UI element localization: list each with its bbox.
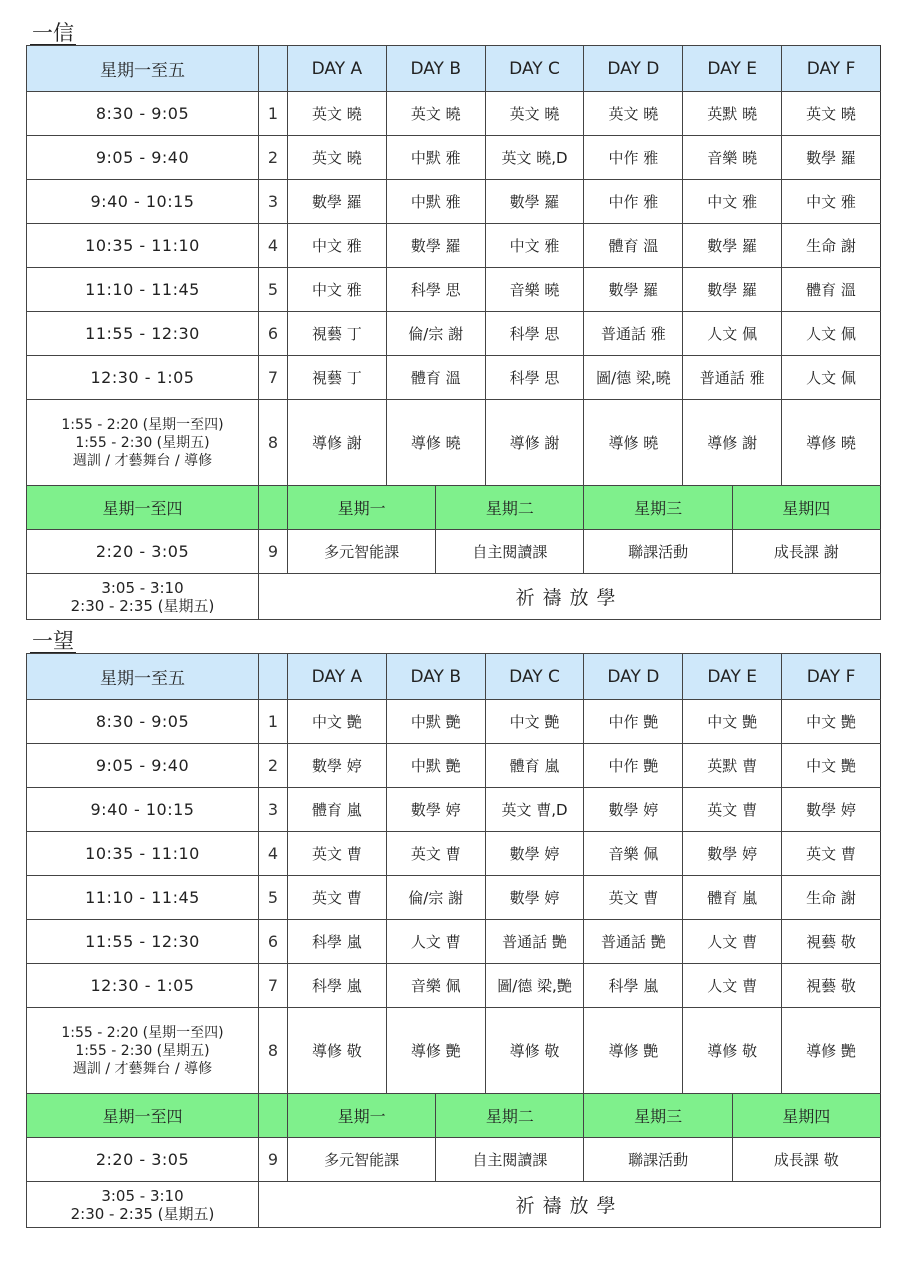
time-line: 2:30 - 2:35 (星期五) [70, 1204, 215, 1223]
period-time: 9:05 - 9:40 [27, 136, 259, 180]
period-number: 7 [259, 964, 288, 1008]
lesson-cell: 導修 謝 [485, 400, 584, 486]
period-number: 5 [259, 876, 288, 920]
lesson-cell: 普通話 艷 [584, 920, 683, 964]
timetable [26, 45, 881, 620]
lesson-cell: 中作 艷 [584, 744, 683, 788]
weekday-header: 星期三 [584, 1094, 732, 1138]
period-row [27, 400, 881, 486]
lesson-cell: 數學 婷 [386, 788, 485, 832]
lesson-cell: 中文 雅 [782, 180, 881, 224]
lesson-cell: 中默 艷 [386, 744, 485, 788]
num-header [259, 654, 288, 700]
lesson-cell: 導修 曉 [386, 400, 485, 486]
lesson-cell: 倫/宗 謝 [386, 312, 485, 356]
activity-cell: 自主閱讀課 [436, 1138, 584, 1182]
weekday-header-row [27, 486, 881, 530]
lesson-cell: 英默 曹 [683, 744, 782, 788]
lesson-cell: 數學 婷 [683, 832, 782, 876]
time-line: 3:05 - 3:10 [101, 1186, 184, 1205]
time-line: 1:55 - 2:30 (星期五) [75, 1042, 210, 1059]
time-header: 星期一至四 [27, 1094, 259, 1138]
dismissal-row [27, 574, 881, 620]
lesson-cell: 數學 羅 [782, 136, 881, 180]
lesson-cell: 英默 曉 [683, 92, 782, 136]
lesson-cell: 英文 曉 [386, 92, 485, 136]
activity-cell: 成長課 敬 [732, 1138, 880, 1182]
period-row [27, 920, 881, 964]
lesson-cell: 數學 羅 [485, 180, 584, 224]
activity-cell: 成長課 謝 [732, 530, 880, 574]
dismissal-label: 祈禱放學 [259, 1182, 881, 1228]
lesson-cell: 中作 雅 [584, 180, 683, 224]
lesson-cell: 數學 婷 [584, 788, 683, 832]
lesson-cell: 導修 謝 [683, 400, 782, 486]
period-time: 9:40 - 10:15 [27, 180, 259, 224]
lesson-cell: 人文 曹 [683, 964, 782, 1008]
time-line: 1:55 - 2:30 (星期五) [75, 434, 210, 451]
lesson-cell: 人文 佩 [683, 312, 782, 356]
lesson-cell: 數學 羅 [683, 268, 782, 312]
period-time: 11:10 - 11:45 [27, 876, 259, 920]
lesson-cell: 人文 曹 [683, 920, 782, 964]
lesson-cell: 中文 雅 [288, 268, 387, 312]
period-time: 2:20 - 3:05 [27, 1138, 259, 1182]
lesson-cell: 音樂 曉 [683, 136, 782, 180]
lesson-cell: 中文 艷 [485, 700, 584, 744]
lesson-cell: 導修 曉 [584, 400, 683, 486]
lesson-cell: 中文 艷 [683, 700, 782, 744]
period-row [27, 224, 881, 268]
weekday-header: 星期一 [288, 1094, 436, 1138]
lesson-cell: 圖/德 梁,曉 [584, 356, 683, 400]
lesson-cell: 數學 羅 [386, 224, 485, 268]
period-time: 9:40 - 10:15 [27, 788, 259, 832]
lesson-cell: 人文 佩 [782, 356, 881, 400]
dismissal-time [27, 1182, 259, 1228]
lesson-cell: 英文 曉 [288, 136, 387, 180]
day-header: DAY D [584, 654, 683, 700]
period-time: 12:30 - 1:05 [27, 964, 259, 1008]
lesson-cell: 生命 謝 [782, 224, 881, 268]
lesson-cell: 導修 艷 [584, 1008, 683, 1094]
period-row [27, 832, 881, 876]
lesson-cell: 英文 曹,D [485, 788, 584, 832]
period-time: 11:55 - 12:30 [27, 312, 259, 356]
lesson-cell: 視藝 敬 [782, 964, 881, 1008]
period-number: 9 [259, 530, 288, 574]
period-row [27, 180, 881, 224]
lesson-cell: 英文 曹 [782, 832, 881, 876]
period-number: 2 [259, 744, 288, 788]
class-title: 一望 [32, 629, 74, 653]
lesson-cell: 中作 艷 [584, 700, 683, 744]
lesson-cell: 數學 羅 [584, 268, 683, 312]
lesson-cell: 生命 謝 [782, 876, 881, 920]
lesson-cell: 導修 艷 [782, 1008, 881, 1094]
weekday-header: 星期四 [732, 486, 880, 530]
period-row [27, 964, 881, 1008]
day-header: DAY F [782, 654, 881, 700]
lesson-cell: 體育 溫 [386, 356, 485, 400]
lesson-cell: 中作 雅 [584, 136, 683, 180]
lesson-cell: 中默 雅 [386, 136, 485, 180]
lesson-cell: 視藝 丁 [288, 356, 387, 400]
num-header [259, 46, 288, 92]
lesson-cell: 數學 婷 [485, 832, 584, 876]
lesson-cell: 中默 雅 [386, 180, 485, 224]
period-time: 2:20 - 3:05 [27, 530, 259, 574]
period-number: 1 [259, 92, 288, 136]
day-header: DAY B [386, 46, 485, 92]
time-line: 3:05 - 3:10 [101, 578, 184, 597]
day-header: DAY E [683, 654, 782, 700]
lesson-cell: 音樂 佩 [386, 964, 485, 1008]
time-line: 週訓 / 才藝舞台 / 導修 [72, 1060, 213, 1077]
lesson-cell: 數學 婷 [485, 876, 584, 920]
lesson-cell: 科學 嵐 [288, 920, 387, 964]
header-row [27, 46, 881, 92]
period-number: 4 [259, 832, 288, 876]
period-number: 3 [259, 180, 288, 224]
period-row [27, 744, 881, 788]
day-header: DAY C [485, 654, 584, 700]
period-row [27, 92, 881, 136]
activity-cell: 聯課活動 [584, 530, 732, 574]
period-row [27, 700, 881, 744]
lesson-cell: 圖/德 梁,艷 [485, 964, 584, 1008]
timetable [26, 653, 881, 1228]
lesson-cell: 導修 曉 [782, 400, 881, 486]
lesson-cell: 音樂 曉 [485, 268, 584, 312]
time-line: 週訓 / 才藝舞台 / 導修 [72, 452, 213, 469]
day-header: DAY D [584, 46, 683, 92]
lesson-cell: 數學 羅 [288, 180, 387, 224]
day-header: DAY A [288, 654, 387, 700]
period-time [27, 400, 259, 486]
period-time: 10:35 - 11:10 [27, 832, 259, 876]
lesson-cell: 數學 婷 [782, 788, 881, 832]
lesson-cell: 體育 溫 [782, 268, 881, 312]
lesson-cell: 導修 敬 [485, 1008, 584, 1094]
day-header: DAY B [386, 654, 485, 700]
time-header: 星期一至五 [27, 46, 259, 92]
period-time: 11:55 - 12:30 [27, 920, 259, 964]
time-header: 星期一至四 [27, 486, 259, 530]
lesson-cell: 數學 婷 [288, 744, 387, 788]
period-row [27, 268, 881, 312]
period-number: 1 [259, 700, 288, 744]
lesson-cell: 英文 曹 [683, 788, 782, 832]
lesson-cell: 倫/宗 謝 [386, 876, 485, 920]
lesson-cell: 數學 羅 [683, 224, 782, 268]
period-row [27, 1138, 881, 1182]
period-time [27, 1008, 259, 1094]
lesson-cell: 導修 敬 [683, 1008, 782, 1094]
lesson-cell: 英文 曹 [386, 832, 485, 876]
period-time: 10:35 - 11:10 [27, 224, 259, 268]
dismissal-row [27, 1182, 881, 1228]
num-header [259, 486, 288, 530]
lesson-cell: 體育 嵐 [485, 744, 584, 788]
header-row [27, 654, 881, 700]
dismissal-time [27, 574, 259, 620]
lesson-cell: 英文 曉 [782, 92, 881, 136]
lesson-cell: 中文 艷 [288, 700, 387, 744]
period-number: 8 [259, 1008, 288, 1094]
lesson-cell: 體育 溫 [584, 224, 683, 268]
time-line: 2:30 - 2:35 (星期五) [70, 596, 215, 615]
lesson-cell: 導修 謝 [288, 400, 387, 486]
lesson-cell: 中文 雅 [288, 224, 387, 268]
activity-cell: 自主閱讀課 [436, 530, 584, 574]
weekday-header: 星期二 [436, 1094, 584, 1138]
lesson-cell: 科學 思 [386, 268, 485, 312]
day-header: DAY E [683, 46, 782, 92]
lesson-cell: 英文 曉 [288, 92, 387, 136]
period-time: 12:30 - 1:05 [27, 356, 259, 400]
period-row [27, 876, 881, 920]
period-time: 8:30 - 9:05 [27, 700, 259, 744]
period-row [27, 356, 881, 400]
lesson-cell: 英文 曹 [584, 876, 683, 920]
activity-cell: 多元智能課 [288, 530, 436, 574]
period-number: 4 [259, 224, 288, 268]
dismissal-label: 祈禱放學 [259, 574, 881, 620]
period-time: 8:30 - 9:05 [27, 92, 259, 136]
lesson-cell: 英文 曹 [288, 876, 387, 920]
period-number: 8 [259, 400, 288, 486]
period-row [27, 136, 881, 180]
lesson-cell: 中默 艷 [386, 700, 485, 744]
period-row [27, 1008, 881, 1094]
day-header: DAY F [782, 46, 881, 92]
day-header: DAY C [485, 46, 584, 92]
lesson-cell: 視藝 敬 [782, 920, 881, 964]
period-number: 6 [259, 312, 288, 356]
lesson-cell: 普通話 雅 [683, 356, 782, 400]
period-time: 9:05 - 9:40 [27, 744, 259, 788]
weekday-header: 星期四 [732, 1094, 880, 1138]
time-line: 1:55 - 2:20 (星期一至四) [61, 416, 224, 433]
period-number: 5 [259, 268, 288, 312]
day-header: DAY A [288, 46, 387, 92]
lesson-cell: 體育 嵐 [288, 788, 387, 832]
weekday-header: 星期一 [288, 486, 436, 530]
lesson-cell: 普通話 雅 [584, 312, 683, 356]
lesson-cell: 科學 思 [485, 356, 584, 400]
lesson-cell: 科學 思 [485, 312, 584, 356]
activity-cell: 聯課活動 [584, 1138, 732, 1182]
period-row [27, 530, 881, 574]
lesson-cell: 中文 雅 [683, 180, 782, 224]
period-time: 11:10 - 11:45 [27, 268, 259, 312]
period-row [27, 788, 881, 832]
lesson-cell: 視藝 丁 [288, 312, 387, 356]
time-header: 星期一至五 [27, 654, 259, 700]
weekday-header: 星期二 [436, 486, 584, 530]
lesson-cell: 英文 曉 [584, 92, 683, 136]
period-number: 3 [259, 788, 288, 832]
weekday-header: 星期三 [584, 486, 732, 530]
lesson-cell: 音樂 佩 [584, 832, 683, 876]
time-line: 1:55 - 2:20 (星期一至四) [61, 1024, 224, 1041]
activity-cell: 多元智能課 [288, 1138, 436, 1182]
lesson-cell: 英文 曉 [485, 92, 584, 136]
num-header [259, 1094, 288, 1138]
period-number: 9 [259, 1138, 288, 1182]
class-title: 一信 [32, 21, 74, 45]
period-row [27, 312, 881, 356]
lesson-cell: 中文 艷 [782, 744, 881, 788]
period-number: 7 [259, 356, 288, 400]
lesson-cell: 人文 佩 [782, 312, 881, 356]
lesson-cell: 導修 敬 [288, 1008, 387, 1094]
lesson-cell: 人文 曹 [386, 920, 485, 964]
lesson-cell: 中文 雅 [485, 224, 584, 268]
lesson-cell: 英文 曉,D [485, 136, 584, 180]
weekday-header-row [27, 1094, 881, 1138]
lesson-cell: 體育 嵐 [683, 876, 782, 920]
lesson-cell: 中文 艷 [782, 700, 881, 744]
lesson-cell: 普通話 艷 [485, 920, 584, 964]
period-number: 2 [259, 136, 288, 180]
period-number: 6 [259, 920, 288, 964]
lesson-cell: 科學 嵐 [584, 964, 683, 1008]
lesson-cell: 科學 嵐 [288, 964, 387, 1008]
lesson-cell: 英文 曹 [288, 832, 387, 876]
lesson-cell: 導修 艷 [386, 1008, 485, 1094]
